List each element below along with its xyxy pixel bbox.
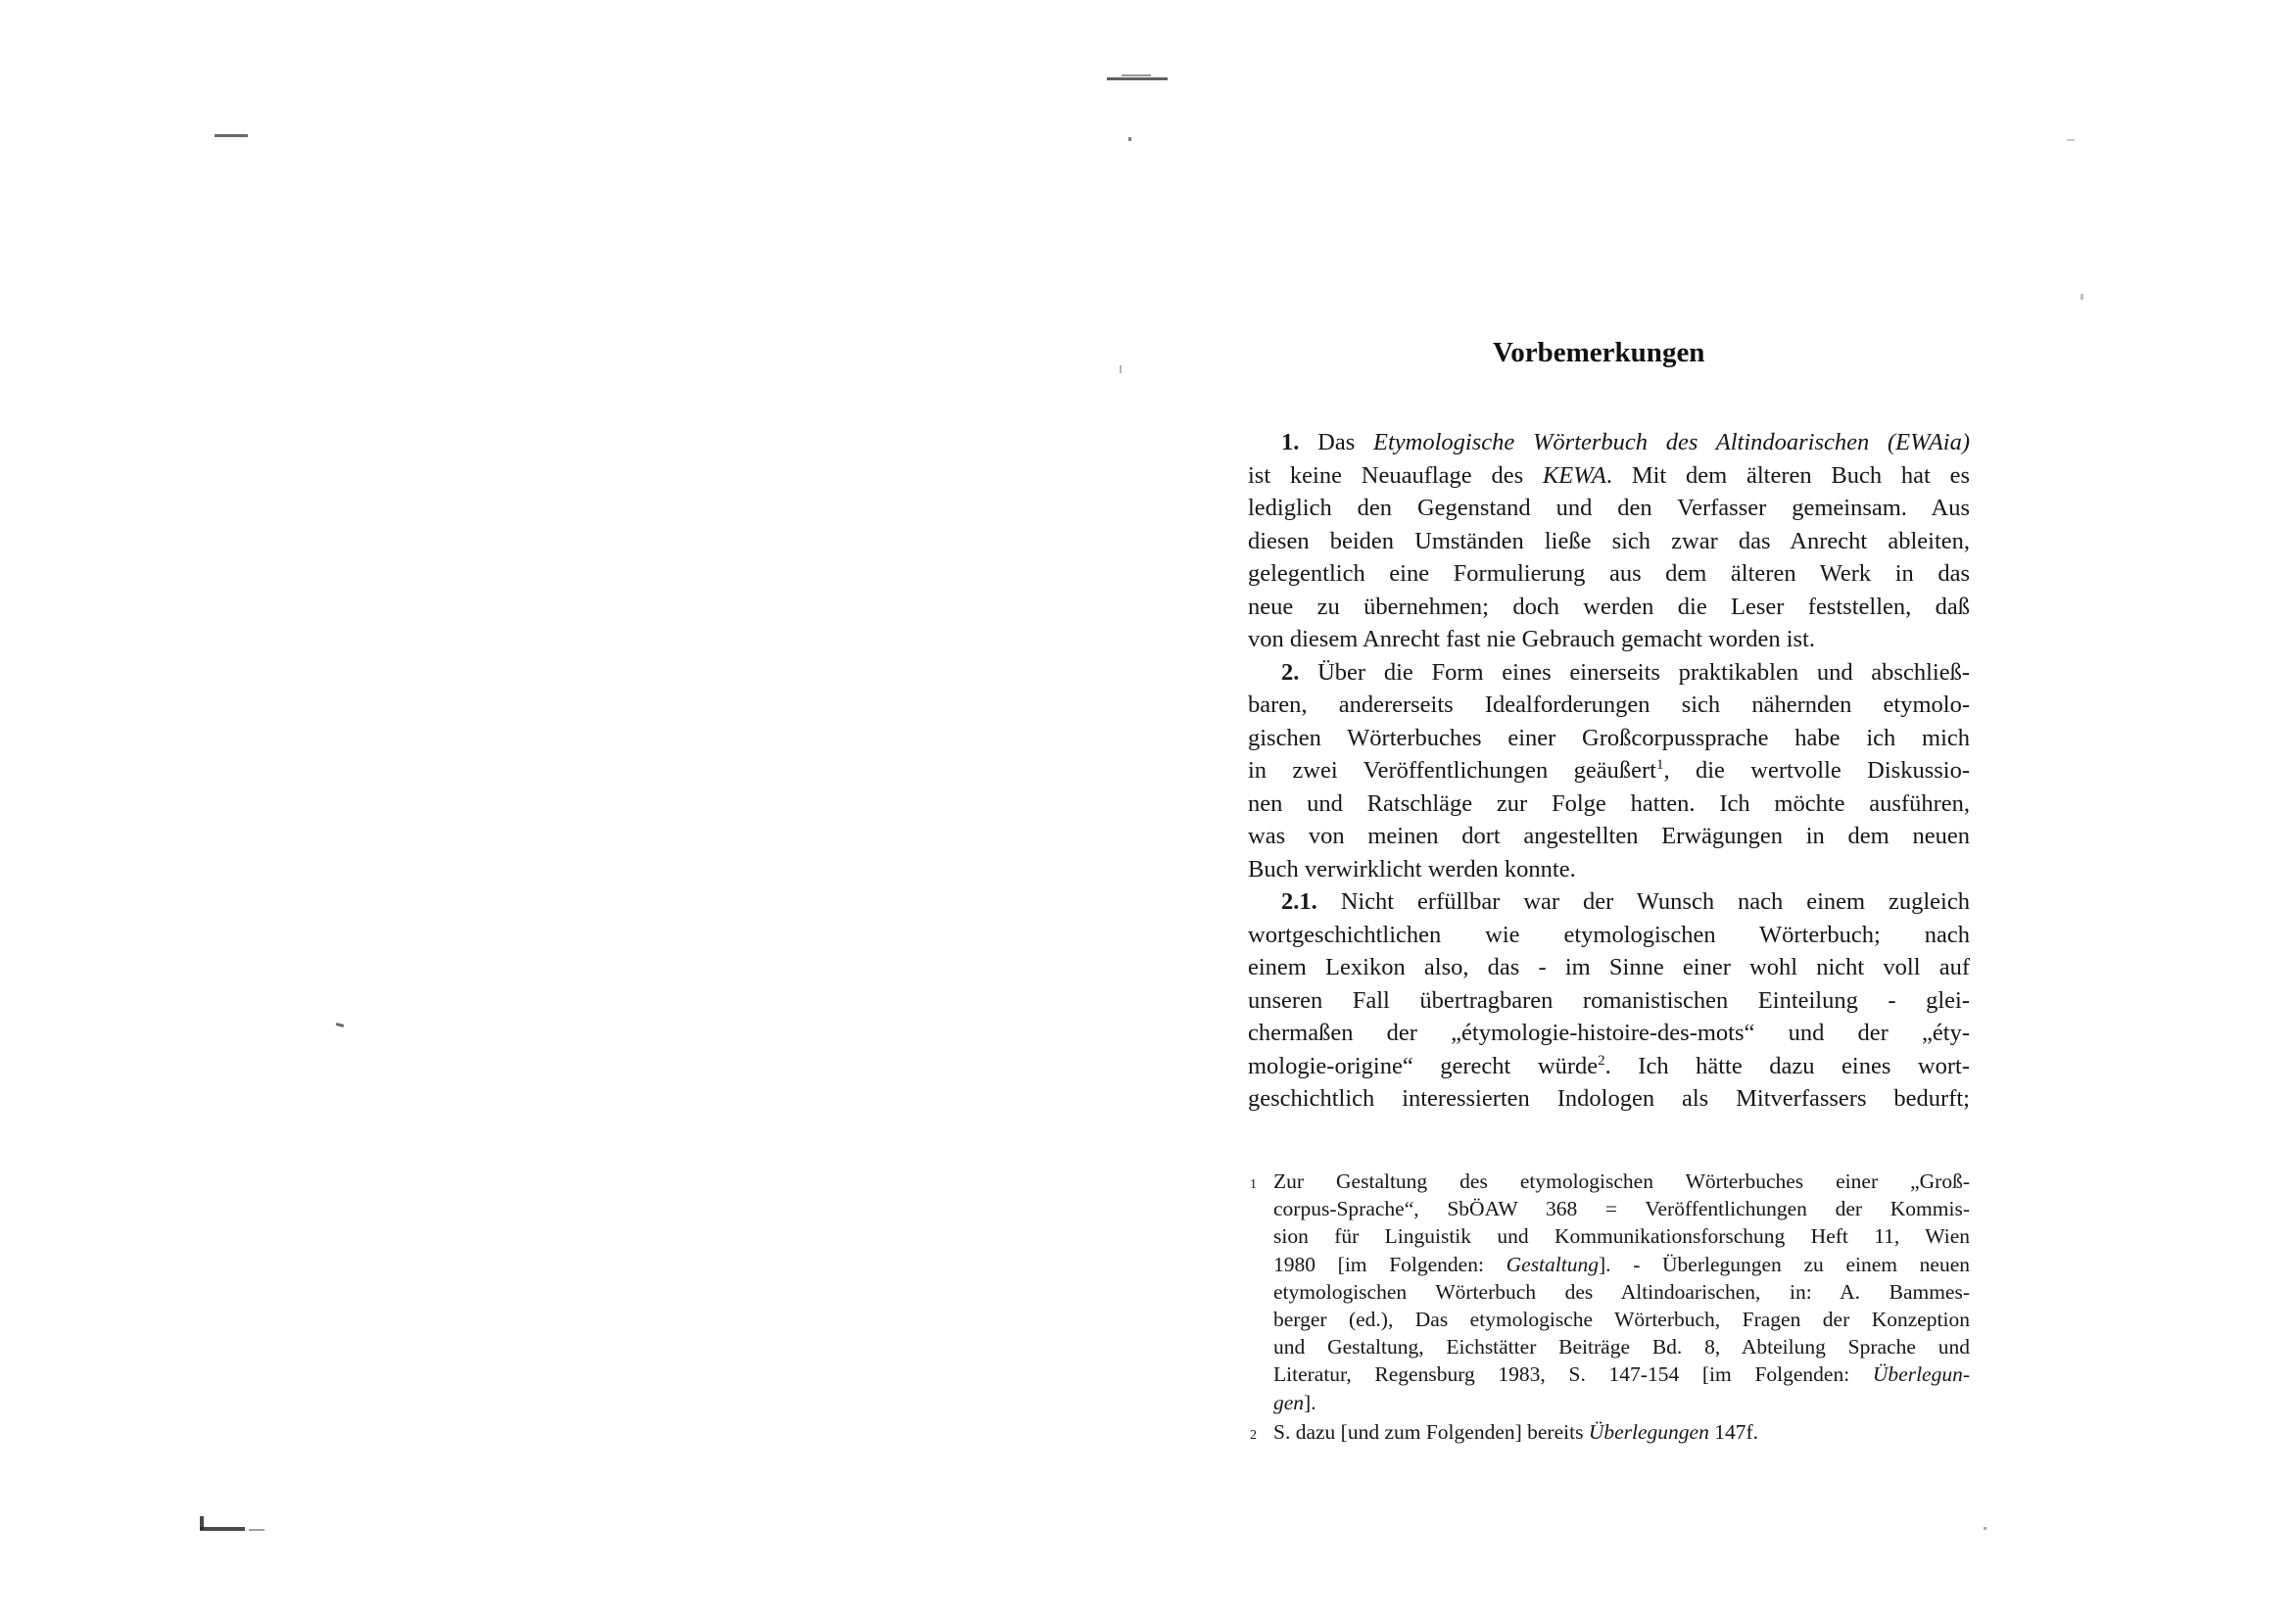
paragraph-2-line: in zwei Veröffentlichungen geäußert$^1$, die wertvolle Diskussio- <box>1248 756 1970 784</box>
paragraph-2-line: 2. Über die Form eines einerseits praktikablen und abschließ- <box>1281 658 1970 686</box>
footnote-1-line: 1 Zur Gestaltung des etymologischen Wörterbuches einer „Groß- <box>1248 1168 1970 1195</box>
scan-mark <box>1107 77 1168 80</box>
footnote-1-line: sion für Linguistik und Kommunikationsforschung Heft 11, Wien <box>1273 1224 1970 1249</box>
footnote-2-line: 2 S. dazu [und zum Folgenden] bereits Überlegungen 147f. <box>1248 1418 1970 1446</box>
paragraph-3-line: einem Lexikon also, das - im Sinne einer wohl nicht voll auf <box>1248 954 1970 980</box>
paragraph-2-line: Buch verwirklicht werden konnte. <box>1248 855 1576 883</box>
scan-mark <box>336 1023 345 1027</box>
paragraph-number: 1. <box>1281 429 1300 455</box>
paragraph-2-line: gischen Wörterbuches einer Großcorpussprache habe ich mich <box>1248 724 1970 751</box>
scan-mark <box>200 1527 245 1531</box>
footnotes <box>1248 1168 1970 1446</box>
footnote-1-line: gen]. <box>1273 1390 1316 1414</box>
scan-mark <box>249 1529 264 1531</box>
paragraph-3-line: wortgeschichtlichen wie etymologischen Wörterbuch; nach <box>1248 921 1970 948</box>
footnote-1-line: berger (ed.), Das etymologische Wörterbuch, Fragen der Konzeption <box>1273 1307 1970 1331</box>
footnote-1-line: 1980 [im Folgenden: Gestaltung]. - Überlegungen zu einem neuen <box>1273 1252 1970 1276</box>
scan-mark <box>1984 1527 1986 1530</box>
paragraph-3-line: 2.1. Nicht erfüllbar war der Wunsch nach einem zugleich <box>1281 888 1970 915</box>
body-text <box>1248 426 1970 1116</box>
paragraph-1-line: diesen beiden Umständen ließe sich zwar das Anrecht ableiten, <box>1248 527 1970 554</box>
footnote-1-line: etymologischen Wörterbuch des Altindoarischen, in: A. Bammes- <box>1273 1279 1970 1304</box>
paragraph-1-line: neue zu übernehmen; doch werden die Leser feststellen, daß <box>1248 593 1970 620</box>
paragraph-3-line: geschichtlich interessierten Indologen als Mitverfassers bedurft; <box>1248 1085 1970 1112</box>
footnote-ref: 1 <box>1655 756 1664 773</box>
footnote-1-line: und Gestaltung, Eichstätter Beiträge Bd. 8, Abteilung Sprache und <box>1273 1335 1970 1360</box>
paragraph-number: 2.1. <box>1281 888 1317 915</box>
paragraph-2-line: was von meinen dort angestellten Erwägungen in dem neuen <box>1248 823 1970 849</box>
paragraph-1-line: von diesem Anrecht fast nie Gebrauch gemacht worden ist. <box>1248 626 1815 652</box>
paragraph-2-line: nen und Ratschläge zur Folge hatten. Ich möchte ausführen, <box>1248 789 1970 817</box>
book-title: Etymologische Wörterbuch des Altindoarischen (EWAia) <box>1373 429 1971 455</box>
paragraph-2-line: baren, andererseits Idealforderungen sich nähernden etymolo- <box>1248 692 1970 718</box>
paragraph-1-line: gelegentlich eine Formulierung aus dem älteren Werk in das <box>1248 560 1970 587</box>
scan-mark <box>1120 365 1122 373</box>
paragraph-number: 2. <box>1281 658 1300 686</box>
paragraph-1-line: lediglich den Gegenstand und den Verfasser gemeinsam. Aus <box>1248 495 1970 521</box>
paragraph-3-line: unseren Fall übertragbaren romanistischen Einteilung - glei- <box>1248 986 1970 1014</box>
footnote-1-line: corpus-Sprache“, SbÖAW 368 = Veröffentlichungen der Kommis- <box>1273 1197 1970 1221</box>
scan-mark <box>1128 137 1131 141</box>
footnote-number: 1 <box>1250 1177 1257 1192</box>
paragraph-1-line: ist keine Neuauflage des KEWA. Mit dem älteren Buch hat es <box>1248 461 1971 489</box>
footnote-number: 2 <box>1250 1427 1257 1443</box>
paragraph-3-line: mologie-origine“ gerecht würde$^2$. Ich hätte dazu eines wort- <box>1248 1052 1970 1079</box>
page-title: Vorbemerkungen <box>1493 337 1705 368</box>
scan-mark <box>1122 74 1151 76</box>
paragraph-3-line: chermaßen der „étymologie-histoire-des-mots“ und der „éty- <box>1248 1020 1970 1046</box>
scan-mark <box>2067 139 2075 141</box>
scan-mark <box>215 134 248 137</box>
scan-mark <box>2081 294 2083 300</box>
footnote-ref: 2 <box>1598 1052 1605 1069</box>
paragraph-1-line: 1. Das Etymologische Wörterbuch des Altindoarischen (EWAia) <box>1281 429 1971 455</box>
footnote-1-line: Literatur, Regensburg 1983, S. 147-154 [im Folgenden: Überlegun- <box>1273 1362 1971 1387</box>
